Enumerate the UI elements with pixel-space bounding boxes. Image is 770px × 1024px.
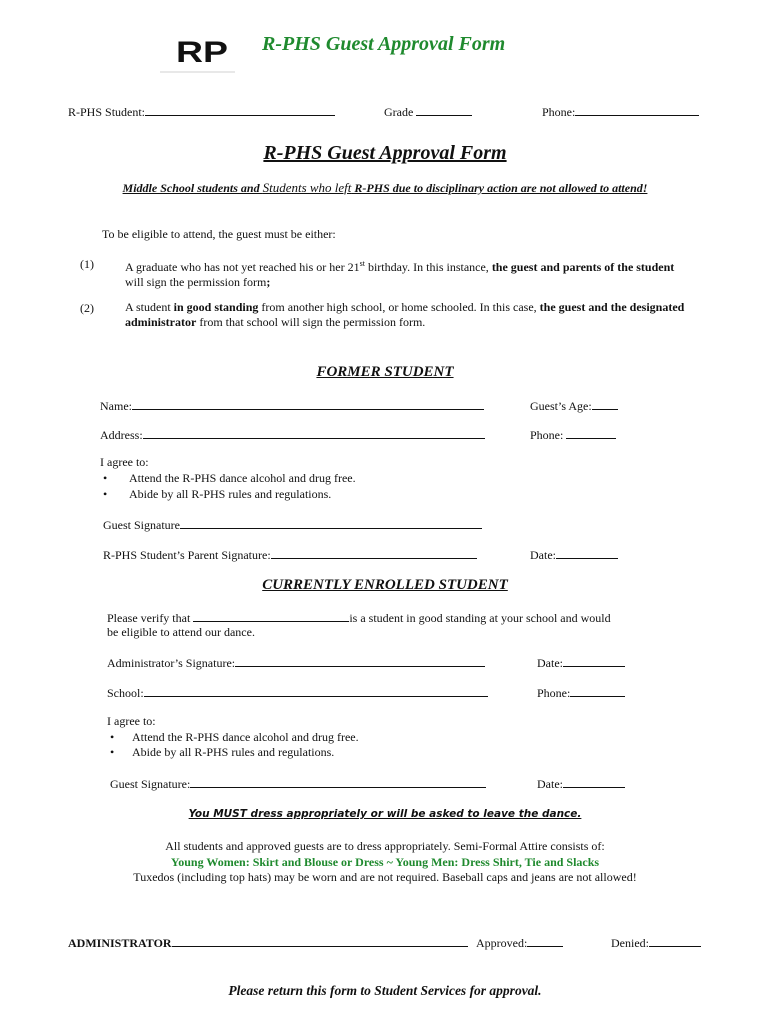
enrolled-date-line[interactable] [563, 654, 625, 667]
administrator-line[interactable] [172, 934, 468, 947]
school-logo [176, 38, 228, 64]
parent-signature-field[interactable] [103, 546, 477, 563]
enrolled-guest-signature-field[interactable] [110, 775, 486, 792]
item2-text-b: from another high school, or home schooled. In this case, [258, 300, 540, 314]
former-phone-line[interactable] [566, 426, 616, 439]
main-title: R-PHS Guest Approval Form [263, 142, 507, 164]
administrator-label: ADMINISTRATOR [68, 936, 172, 950]
logo-text: RP [176, 38, 228, 64]
enrolled-date-field[interactable] [537, 654, 625, 671]
enrolled-date2-label: Date: [537, 777, 563, 791]
notice-part2: Students who left [262, 180, 352, 195]
dress-line-1: All students and approved guests are to dress appropriately. Semi-Formal Attire consists of: [165, 839, 605, 853]
bullet-text: Attend the R-PHS dance alcohol and drug free. [132, 730, 359, 744]
enrolled-phone-line[interactable] [570, 684, 625, 697]
footer-instruction: Please return this form to Student Services for approval. [228, 983, 542, 998]
item2-bold2: the guest and the designated administrator [125, 300, 685, 329]
item1-text-a: A graduate who has not yet reached his or her 21 [125, 260, 360, 274]
item2-text-c: from that school will sign the permission form. [196, 315, 426, 329]
verify-student-line[interactable] [193, 609, 349, 622]
guest-age-field[interactable] [530, 397, 618, 414]
item1-text-d: ; [266, 275, 271, 289]
guest-age-label: Guest’s Age: [530, 399, 592, 413]
enrolled-agree-label: I agree to: [107, 714, 156, 728]
header-phone-label: Phone: [542, 105, 576, 119]
approved-line[interactable] [527, 934, 563, 947]
former-guest-signature-line[interactable] [180, 516, 482, 529]
verify-text-a: Please verify that [107, 611, 191, 625]
eligibility-item-2 [125, 300, 685, 330]
former-date-field[interactable] [530, 546, 618, 563]
item2-text-a: A student [125, 300, 174, 314]
notice-text [0, 180, 770, 196]
former-guest-signature-field[interactable] [103, 516, 482, 533]
enrolled-date-label: Date: [537, 656, 563, 670]
former-name-field[interactable] [100, 397, 484, 414]
list-item: • Abide by all R-PHS rules and regulations. [110, 745, 335, 759]
dress-line-3: Tuxedos (including top hats) may be worn and are not required. Baseball caps and jeans are not allowed! [133, 870, 637, 884]
bullet-text: Attend the R-PHS dance alcohol and drug free. [129, 471, 356, 485]
enrolled-date2-field[interactable] [537, 775, 625, 792]
former-date-line[interactable] [556, 546, 618, 559]
denied-field[interactable] [611, 934, 701, 951]
item1-text-b: birthday. In this instance, [364, 260, 492, 274]
approved-field[interactable] [476, 934, 563, 951]
admin-signature-field[interactable] [107, 654, 485, 671]
former-name-line[interactable] [132, 397, 484, 410]
admin-signature-label: Administrator’s Signature: [107, 656, 236, 670]
eligibility-item-1 [125, 256, 685, 290]
list-item: • Abide by all R-PHS rules and regulations. [103, 487, 332, 501]
former-address-line[interactable] [143, 426, 485, 439]
grade-field[interactable] [384, 103, 472, 120]
item-number: (1) [80, 257, 94, 271]
bullet-text: Abide by all R-PHS rules and regulations. [129, 487, 332, 501]
former-student-heading: FORMER STUDENT [316, 364, 454, 380]
admin-signature-line[interactable] [235, 654, 485, 667]
header-phone-line[interactable] [575, 103, 699, 116]
parent-signature-label: R-PHS Student’s Parent Signature: [103, 548, 271, 562]
former-phone-label: Phone: [530, 428, 564, 442]
grade-label: Grade [384, 105, 414, 119]
logo-tagline-graphic [160, 68, 235, 76]
item-number: (2) [80, 301, 94, 315]
enrolled-guest-signature-line[interactable] [190, 775, 486, 788]
school-field[interactable] [107, 684, 488, 701]
enrolled-student-heading: CURRENTLY ENROLLED STUDENT [262, 577, 508, 593]
guest-age-line[interactable] [592, 397, 618, 410]
item1-bold: the guest and parents of the student [491, 260, 675, 274]
notice-part3: R-PHS due to disciplinary action are not allowed to attend! [351, 181, 648, 195]
former-address-label: Address: [100, 428, 143, 442]
denied-line[interactable] [649, 934, 701, 947]
verify-text-c: be eligible to attend our dance. [107, 625, 255, 639]
enrolled-date2-line[interactable] [563, 775, 625, 788]
header-phone-field[interactable] [542, 103, 699, 120]
item1-text-c: will sign the permission form [125, 275, 267, 289]
approved-label: Approved: [476, 936, 528, 950]
grade-line[interactable] [416, 103, 472, 116]
school-line[interactable] [144, 684, 488, 697]
denied-label: Denied: [611, 936, 649, 950]
former-date-label: Date: [530, 548, 556, 562]
former-name-label: Name: [100, 399, 132, 413]
item1-sup: st [359, 259, 365, 268]
eligibility-intro: To be eligible to attend, the guest must be either: [102, 227, 336, 241]
school-label: School: [107, 686, 144, 700]
verify-field[interactable] [107, 609, 611, 626]
student-label: R-PHS Student: [68, 105, 146, 119]
former-address-field[interactable] [100, 426, 485, 443]
former-agree-label: I agree to: [100, 455, 149, 469]
item2-bold1: in good standing [173, 300, 259, 314]
student-field[interactable] [68, 103, 335, 120]
enrolled-guest-signature-label: Guest Signature: [110, 777, 191, 791]
parent-signature-line[interactable] [271, 546, 477, 559]
student-line[interactable] [145, 103, 335, 116]
enrolled-phone-field[interactable] [537, 684, 625, 701]
former-guest-signature-label: Guest Signature [103, 518, 180, 532]
former-phone-field[interactable] [530, 426, 616, 443]
list-item: • Attend the R-PHS dance alcohol and drug free. [103, 471, 356, 485]
notice-part1: Middle School students and [122, 181, 263, 195]
administrator-field[interactable] [68, 934, 468, 951]
verify-text-b: is a student in good standing at your school and would [349, 611, 611, 625]
header-title: R-PHS Guest Approval Form [262, 33, 506, 55]
list-item: • Attend the R-PHS dance alcohol and drug free. [110, 730, 359, 744]
enrolled-phone-label: Phone: [537, 686, 571, 700]
dress-warning: You MUST dress appropriately or will be asked to leave the dance. [188, 808, 582, 820]
bullet-text: Abide by all R-PHS rules and regulations. [132, 745, 335, 759]
dress-line-2: Young Women: Skirt and Blouse or Dress ~ Young Men: Dress Shirt, Tie and Slacks [170, 855, 600, 869]
